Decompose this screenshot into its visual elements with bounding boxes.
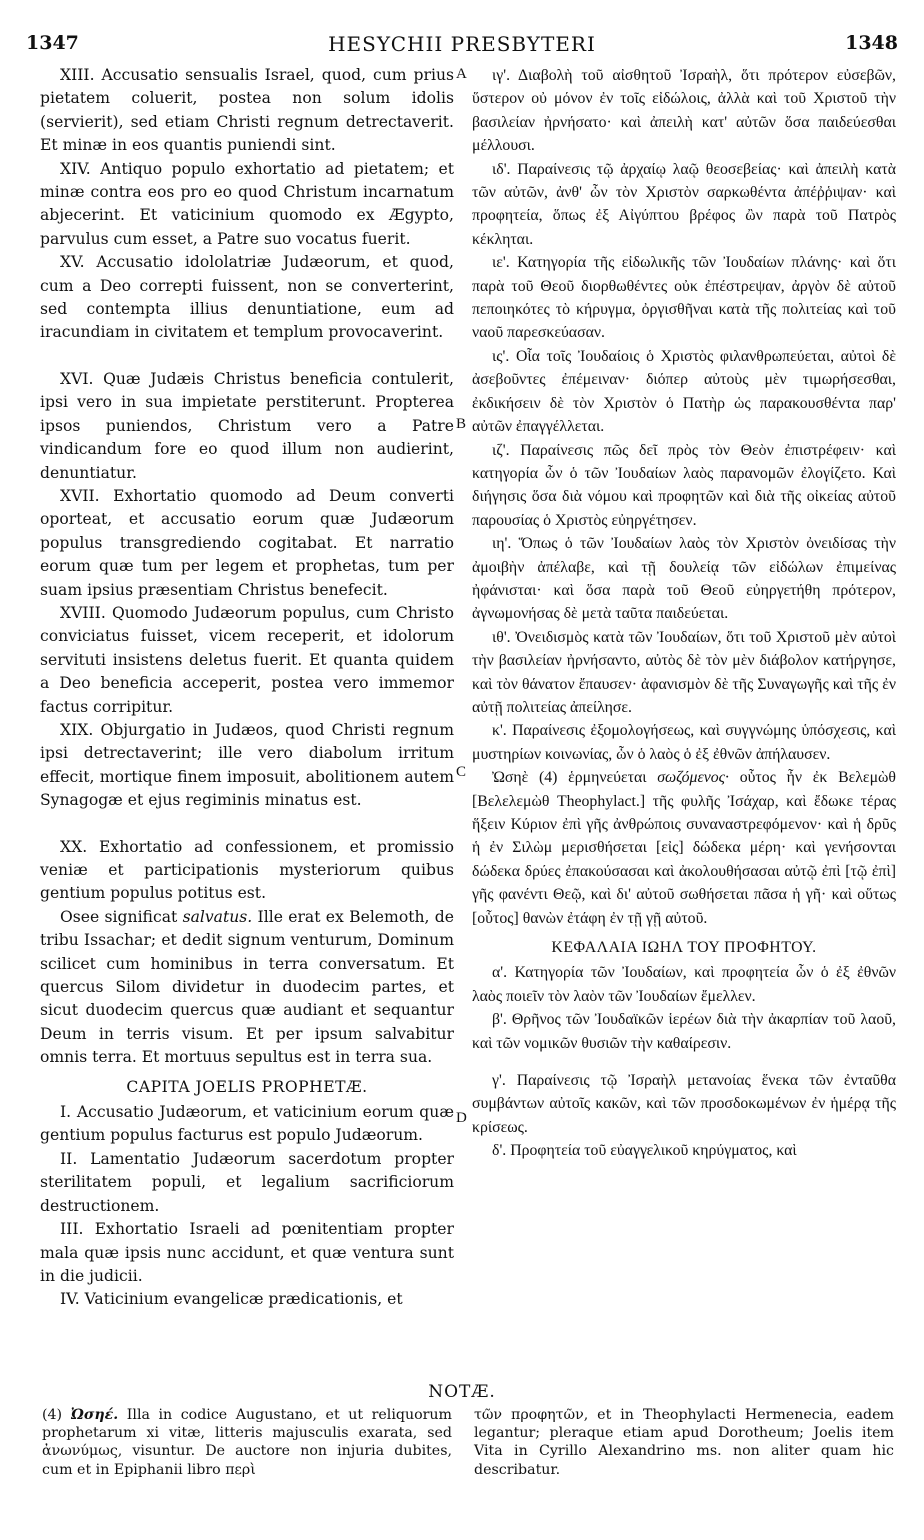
latin-column xyxy=(40,64,454,1312)
greek-chapter-16: ις'. Οἷα τοῖς Ἰουδαίοις ὁ Χριστὸς φιλανθρωπεύεται, αὐτοὶ δὲ ἀσεβοῦντες ἐπέμειναν· διόπερ αὐτοὺς μὲν τιμωρήσεσθαι, ἐκδικήσειν δὲ τὸν Χριστὸν ὁ Πατὴρ ὡς παρακουσθέντα παρ' αὐτῶν ἐπαγγέλλεται. xyxy=(472,347,896,436)
greek-chapter-13: ιγ'. Διαβολὴ τοῦ αἰσθητοῦ Ἰσραὴλ, ὅτι πρότερον εὐσεβῶν, ὕστερον οὐ μόνον ἐν τοῖς εἰδώλοις, ἀλλὰ καὶ τοῦ Χριστοῦ τὴν βασιλείαν ἠρνήσατο· καὶ ἀπειλὴ κατ' αὐτῶν ὅσα παιδεύεσθαι μέλλουσι. xyxy=(472,67,896,155)
greek-osee-text: Ὠσηὲ (4) ἑρμηνεύεται xyxy=(492,769,658,787)
latin-chapter-13: XIII. Accusatio sensualis Israel, quod, cum prius pietatem coluerit, postea non solum idolis (servierit), sed etiam Christi regnum detrectaverit. Et minæ in eos quantis puniendi sint. xyxy=(40,66,454,155)
latin-osee-paragraph xyxy=(40,906,454,1070)
greek-joel-3: γ'. Παραίνεσις τῷ Ἰσραὴλ μετανοίας ἕνεκα τῶν ἐνταῦθα συμβάντων αὐτοῖς κακῶν, καὶ τῶν προσδοκωμένων ἐν ἡμέρᾳ τῆς κρίσεως. xyxy=(472,1072,896,1136)
greek-joel-1: α'. Κατηγορία τῶν Ἰουδαίων, καὶ προφητεία ὧν ὁ ἐξ ἐθνῶν λαὸς ποιεῖν τὸν λαὸν τῶν Ἰουδαίων ἔμελλεν. xyxy=(472,964,896,1005)
running-title: HESYCHII PRESBYTERI xyxy=(328,32,596,56)
latin-joel-1: I. Accusatio Judæorum, et vaticinium eorum quæ gentium populus facturus est populo Judæorum. xyxy=(40,1103,454,1145)
greek-chapter-18: ιη'. Ὅπως ὁ τῶν Ἰουδαίων λαὸς τὸν Χριστὸν ὀνειδίσας τὴν ἀμοιβὴν ἀπέλαβε, καὶ τῇ δουλείᾳ τῶν εἰδώλων ἐπιμείνας ἠφάνισται· καὶ ὅσα παρὰ τοῦ Θεοῦ εὐηργετήθη πρότερον, ἀγνωμονήσας δὲ μετὰ ταῦτα παιδεύεται. xyxy=(472,535,896,623)
greek-chapter-14: ιδ'. Παραίνεσις τῷ ἀρχαίῳ λαῷ θεοσεβείας· καὶ ἀπειλὴ κατὰ τῶν αὐτῶν, ἀνθ' ὧν τὸν Χριστὸν σαρκωθέντα ἀπέῤῥιψαν· καὶ προφητεία, ὅπως ἐξ Αἰγύπτου βρέφος ὢν παρὰ τοῦ Πατρὸς κέκληται. xyxy=(472,160,896,248)
greek-osee-italic: σωζόμενος· xyxy=(657,769,729,787)
greek-osee-paragraph xyxy=(472,766,896,930)
margin-marker-b: B xyxy=(456,416,467,432)
greek-joel-4: δ'. Προφητεία τοῦ εὐαγγελικοῦ κηρύγματος, καὶ xyxy=(492,1142,797,1160)
page-header xyxy=(0,32,924,58)
latin-chapter-18: XVIII. Quomodo Judæorum populus, cum Christo conviciatus fuisset, vicem receperit, et idolorum servituti insistens deletus fuerit. Et quanta quidem a Deo beneficia acceperit, postea vero immemor factus corripitur. xyxy=(40,603,454,716)
latin-chapter-15: XV. Accusatio idololatriæ Judæorum, et quod, cum a Deo correpti fuissent, non se converterint, sed contempta illius denuntiatione, eum ad iracundiam in civitatem et templum provocaverint. xyxy=(40,253,454,342)
latin-joel-3: III. Exhortatio Israeli ad pœnitentiam propter mala quæ ipsis nunc accidunt, et quæ ventura sunt in die judicii. xyxy=(40,1220,454,1285)
page-number-right: 1348 xyxy=(845,32,898,54)
greek-chapter-15: ιε'. Κατηγορία τῆς εἰδωλικῆς τῶν Ἰουδαίων πλάνης· καὶ ὅτι παρὰ τοῦ Θεοῦ διορθωθέντες οὐκ ἐπέστρεψαν, ἀργὸν δὲ αὐτοῦ πεποιηκότες τὸ κήρυγμα, ὀργισθῆναι κατὰ τῆς πολιτείας καὶ τοῦ ναοῦ παρεσκεύασαν. xyxy=(472,254,896,342)
latin-osee-italic: salvatus. xyxy=(182,907,253,926)
latin-joel-2: II. Lamentatio Judæorum sacerdotum propter sterilitatem populi, et legalium sacrificiorum destructionem. xyxy=(40,1149,454,1215)
note-keyword: Ὠσηέ. xyxy=(70,1407,119,1423)
note-number: (4) xyxy=(42,1407,71,1423)
latin-joel-4: IV. Vaticinium evangelicæ prædicationis, et xyxy=(60,1290,403,1309)
greek-chapter-17: ιζ'. Παραίνεσις πῶς δεῖ πρὸς τὸν Θεὸν ἐπιστρέφειν· καὶ κατηγορία ὧν ὁ τῶν Ἰουδαίων λαὸς παρανομῶν ἐλογίζετο. Καὶ διήγησις ὅσα διὰ νόμου καὶ προφητῶν καὶ διὰ τῆς οἰκείας αὐτοῦ παρουσίας ὁ Χριστὸς εὐηργέτησεν. xyxy=(472,441,896,529)
greek-chapter-19: ιθ'. Ὀνειδισμὸς κατὰ τῶν Ἰουδαίων, ὅτι τοῦ Χριστοῦ μὲν αὐτοὶ τὴν βασιλείαν ἠρνήσαντο, αὐτὸς δὲ τὸν μὲν διάβολον κατήργησε, καὶ τὸν θάνατον ἔπαυσεν· ἀφανισμὸν δὲ τῆς Συναγωγῆς καὶ τῆς ἐν αὐτῇ πολιτείας ἀπείλησε. xyxy=(472,628,896,716)
page-number-left: 1347 xyxy=(26,32,79,54)
greek-joel-2: β'. Θρῆνος τῶν Ἰουδαϊκῶν ἱερέων διὰ τὴν ἀκαρπίαν τοῦ λαοῦ, καὶ τῶν νομικῶν θυσιῶν τὴν καθαίρεσιν. xyxy=(472,1011,896,1052)
margin-marker-c: C xyxy=(456,764,467,780)
latin-chapter-17: XVII. Exhortatio quomodo ad Deum converti oporteat, et accusatio eorum quæ Judæorum populus transgrediendo cogitabat. Et narratio eorum quæ tum per legem et prophetas, tum per suam ipsius præsentiam Christus benefecit. xyxy=(40,486,454,599)
greek-osee-text-rest: οὗτος ἦν ἐκ Βελεμὼθ [Βελελεμὼθ Theophylact.] τῆς φυλῆς Ἰσάχαρ, καὶ ἔδωκε τέρας ἥξειν Κύριον ἐπὶ γῆς ἀνθρώποις συναναστρεφόμενον· καὶ ἡ δρῦς ἡ ἐν Σιλὼμ μερισθήσεται [εἰς] δώδεκα μέρη· καὶ γενήσονται δώδεκα δρύες ἐπακούσασαι καὶ ἀκολουθήσασαι αὐτῷ ἐπὶ [τῷ ἐπὶ] γῆς φανέντι Θεῷ, καὶ δι' αὐτοῦ σωθήσεται πᾶσα ἡ γῆ· καὶ οὕτως [οὗτος] θανὼν ἐτάφη ἐν τῇ γῇ αὐτοῦ. xyxy=(472,769,896,927)
note-text-right: τῶν προφητῶν, et in Theophylacti Hermenecia, eadem legantur; pleraque etiam apud Dorotheum; Joelis item Vita in Cyrillo Alexandrino ms. non aliter quam hic describatur. xyxy=(474,1407,894,1478)
note-4-paragraph xyxy=(42,1406,452,1479)
latin-osee-text-rest: Ille erat ex Belemoth, de tribu Issachar; et dedit signum venturum, Dominum scilicet cum hominibus in terra conversatum. Et quercus Silom dividetur in duodecim partes, et sicut duodecim quercus quæ audiant et sequantur Deum in terris visum. Et per ipsum salvabitur omnis terra. Et mortuus sepultus est in terra sua. xyxy=(40,907,454,1067)
greek-joel-heading: ΚΕΦΑΛΑΙΑ ΙΩΗΛ ΤΟΥ ΠΡΟΦΗΤΟΥ. xyxy=(551,939,817,957)
latin-joel-heading: CAPITA JOELIS PROPHETÆ. xyxy=(126,1077,368,1096)
latin-chapter-14: XIV. Antiquo populo exhortatio ad pietatem; et minæ contra eos pro eo quod Christum incarnatum abjecerint. Et vaticinium quomodo ex Ægypto, parvulus cum esset, a Patre suo vocatus fuerit. xyxy=(40,159,454,248)
notes-title: NOTÆ. xyxy=(428,1382,496,1402)
margin-marker-d: D xyxy=(456,1110,467,1126)
notes-left xyxy=(42,1406,452,1479)
latin-osee-text: Osee significat xyxy=(60,907,183,926)
greek-column xyxy=(472,64,896,1163)
greek-chapter-20: κ'. Παραίνεσις ἐξομολογήσεως, καὶ συγγνώμης ὑπόσχεσις, καὶ μυστηρίων κοινωνίας, ὧν ὁ λαὸς ὁ ἐξ ἐθνῶν ἀπήλαυσεν. xyxy=(472,722,896,763)
latin-chapter-19: XIX. Objurgatio in Judæos, quod Christi regnum ipsi detrectaverint; ille vero diabolum irritum effecit, mortique finem imposuit, abolitionem autem Synagogæ et ejus regiminis minatus est. xyxy=(40,720,454,810)
latin-chapter-16: XVI. Quæ Judæis Christus beneficia contulerit, ipsi vero in sua impietate perstiterunt. Propterea ipsos puniendos, Christum vero a Patre vindicandum fore eo quod illum non audierint, denuntiatur. xyxy=(40,369,454,482)
notes-right xyxy=(474,1406,894,1479)
latin-chapter-20: XX. Exhortatio ad confessionem, et promissio veniæ et participationis mysteriorum quibus gentium populus potitus est. xyxy=(40,837,454,903)
note-text-left: Illa in codice Augustano, et ut reliquorum prophetarum xi vitæ, litteris majusculis exarata, sed ἀνωνύμως, visuntur. De auctore non injuria dubites, cum et in Epiphanii libro περὶ xyxy=(42,1407,453,1478)
margin-marker-a: A xyxy=(456,66,467,82)
